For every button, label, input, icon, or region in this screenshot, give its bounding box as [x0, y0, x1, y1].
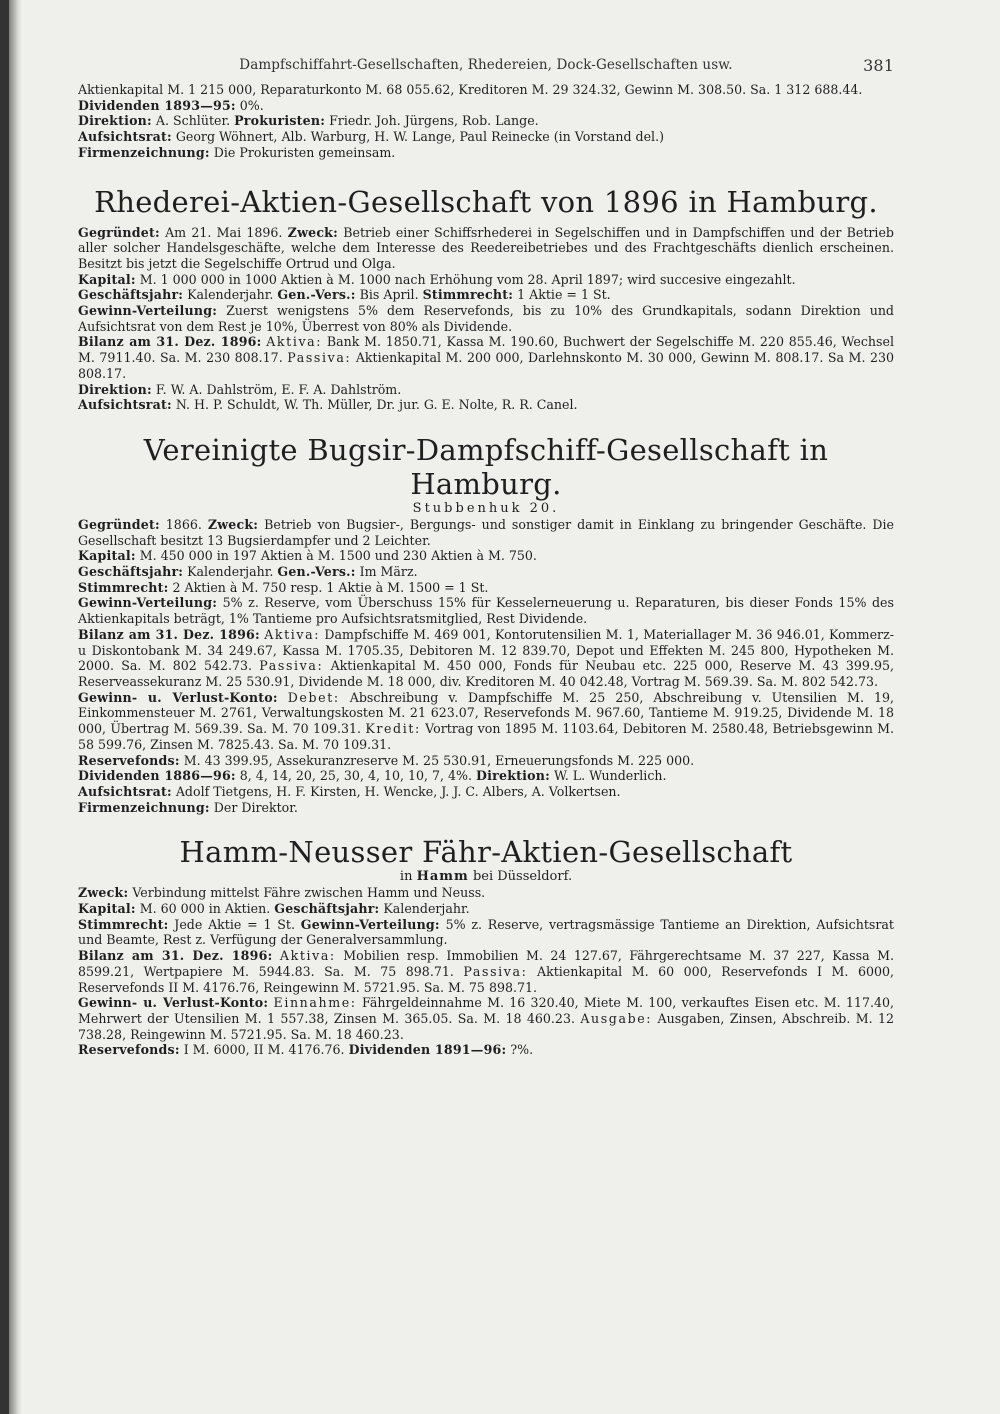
label: Gewinn-Verteilung:: [78, 303, 218, 319]
value: Ausgaben, Zinsen, Abschreib. M. 12 738.28, Reingewinn M. 5721.95. Sa. M. 18 460.23.: [78, 1010, 894, 1042]
value: W. L. Wunderlich.: [553, 768, 667, 784]
value: M. 450 000 in 197 Aktien à M. 1500 und 230 Aktien à M. 750.: [139, 548, 537, 564]
gewinn-verteilung: [78, 303, 894, 334]
value: 5% z. Reserve, vertragsmässige Tantieme an Direktion, Aufsichtsrat und Beamte, Rest z. Verfügung der Generalversammlung.: [78, 916, 894, 948]
value: Fährgeldeinnahme M. 16 320.40, Miete M. 100, verkauftes Eisen etc. M. 117.40, Mehrwert der Utensilien M. 1 557.38, Zinsen M. 365.05. Sa. M. 18 460.23.: [78, 995, 894, 1026]
label: Kapital:: [78, 271, 136, 287]
gewinn-verlust-konto: [78, 995, 894, 1042]
stimmrecht: [78, 580, 894, 596]
label: Geschäftsjahr:: [78, 287, 184, 303]
aktiva-label: Aktiva:: [279, 948, 336, 964]
label: Bilanz am 31. Dez. 1896:: [78, 948, 273, 964]
bilanz: [78, 334, 894, 381]
value: Zuerst wenigstens 5% dem Reservefonds, bis zu 10% des Grundkapitals, sodann Direktion und Aufsichtsrat von dem Rest je 10%, Überrest von 80% als Dividende.: [78, 303, 894, 334]
value: Dampfschiffe M. 469 001, Kontorutensilien M. 1, Materiallager M. 36 946.01, Kommerz- u Diskontobank M. 34 249.67, Kassa M. 1705.35, Debitoren M. 12 839.70, Depot und Effekten M. 245 800, Hypotheken M. 2000. Sa. M. 802 542.73.: [78, 626, 894, 674]
label: Aufsichtsrat:: [78, 783, 172, 799]
company-address: Stubbenhuk 20.: [412, 500, 560, 516]
label: Gegründet:: [78, 224, 160, 240]
value: N. H. P. Schuldt, W. Th. Müller, Dr. jur. G. E. Nolte, R. R. Canel.: [175, 397, 578, 413]
company-title: Vereinigte Bugsir-Dampfschiff-Gesellschaft in Hamburg.: [143, 432, 829, 501]
zweck: [78, 885, 894, 901]
aktiva-label: Aktiva:: [266, 334, 323, 350]
reservefonds: [78, 753, 894, 769]
label: Gen.-Vers.:: [277, 287, 356, 303]
label: Gewinn-Verteilung:: [300, 916, 440, 932]
company-entry-rhederei: [78, 185, 894, 413]
geschaeftsjahr: [78, 564, 894, 580]
aufsichtsrat: [78, 397, 894, 413]
value: Friedr. Joh. Jürgens, Rob. Lange.: [329, 113, 539, 129]
value: Bank M. 1850.71, Kassa M. 190.60, Buchwert der Segelschiffe M. 220 855.46, Wechsel M. 7911.40. Sa. M. 230 808.17.: [78, 334, 894, 366]
gegruendet-zweck: [78, 517, 894, 548]
value: Kalenderjahr.: [187, 564, 274, 580]
book-spine-edge: [0, 0, 9, 1414]
subtitle-pre: in: [399, 869, 413, 885]
company-entry-bugsir: [78, 433, 894, 815]
value: Bis April.: [359, 287, 419, 303]
running-header: [78, 58, 894, 82]
gewinn-verteilung: [78, 595, 894, 626]
value: Betrieb von Bugsier-, Bergungs- und sonstiger damit in Einklang zu bringender Geschäfte. Die Gesellschaft besitzt 13 Bugsierdampfer und 2 Leichter.: [78, 516, 894, 548]
debet-label: Debet:: [287, 689, 340, 705]
prev-direktion-line: [78, 113, 894, 129]
label: Zweck:: [78, 885, 129, 901]
label: Aufsichtsrat:: [78, 129, 172, 145]
value: Aktienkapital M. 200 000, Darlehnskonto M. 30 000, Gewinn M. 808.17. Sa M. 230 808.17.: [78, 350, 895, 381]
page-number: 381: [863, 56, 894, 75]
einnahme-label: Einnahme:: [273, 995, 357, 1011]
value: Aktienkapital M. 450 000, Fonds für Neubau etc. 225 000, Reserve M. 43 399.95, Reserveassekuranz M. 25 530.91, Dividende M. 18 000, div. Kreditoren M. 40 042.48, Vortrag M. 569.39. Sa. M. 802 542.73.: [78, 658, 894, 689]
value: A. Schlüter.: [155, 113, 231, 129]
label: Dividenden 1886—96:: [78, 768, 236, 784]
passiva-label: Passiva:: [259, 658, 324, 674]
document-page: [78, 58, 894, 1058]
label: Kapital:: [78, 901, 136, 917]
company-entry-hamm-neusser: [78, 835, 894, 1058]
label: Zweck:: [287, 224, 338, 240]
label: Stimmrecht:: [78, 579, 169, 595]
value: ?%.: [510, 1042, 534, 1058]
label: Geschäftsjahr:: [78, 564, 184, 580]
label: Direktion:: [476, 768, 550, 784]
label: Reservefonds:: [78, 752, 180, 768]
value: Aktienkapital M. 60 000, Reservefonds I M. 6000, Reservefonds II M. 4176.76, Reingewinn M. 5721.95. Sa. M. 75 898.71.: [78, 963, 894, 995]
value: M. 43 399.95, Assekuranzreserve M. 25 530.91, Erneuerungsfonds M. 225 000.: [183, 752, 695, 768]
value: Betrieb einer Schiffsrhederei in Segelschiffen und in Dampfschiffen und der Betrieb aller solcher Handelsgeschäfte, welche dem Interesse des Reedereibetriebes und des Frachtgeschäfts dienlich erscheinen. Besitzt bis jetzt die Segelschiffe Ortrud und Olga.: [78, 224, 894, 271]
value: 1 Aktie = 1 St.: [517, 287, 611, 303]
value: Kalenderjahr.: [187, 287, 274, 303]
kredit-label: Kredit:: [365, 721, 421, 737]
previous-entry: [78, 82, 894, 161]
label: Zweck:: [207, 516, 259, 532]
gegruendet-zweck: [78, 225, 894, 272]
label: Gegründet:: [78, 516, 160, 532]
value: Abschreibung v. Dampfschiffe M. 25 250, Abschreibung v. Utensilien M. 19, Einkommensteuer M. 2761, Verwaltungskosten M. 21 623.07, Reservefonds M. 967.60, Tantieme M. 919.25, Dividende M. 18 000, Übertrag M. 569.39. Sa. M. 70 109.31.: [78, 689, 894, 737]
label: Stimmrecht:: [422, 287, 514, 303]
label: Kapital:: [78, 548, 136, 564]
value: Kalenderjahr.: [383, 901, 470, 917]
value: 5% z. Reserve, vom Überschuss 15% für Kesselerneuerung u. Reparaturen, bis dieser Fonds 15% des Aktienkapitals beträgt, 1% Tantieme pro Aufsichtsratsmitglied, Rest Dividende.: [78, 595, 894, 627]
value: M. 1 000 000 in 1000 Aktien à M. 1000 nach Erhöhung vom 28. April 1897; wird succesive eingezahlt.: [139, 271, 796, 287]
value: Der Direktor.: [213, 799, 298, 815]
ausgabe-label: Ausgabe:: [580, 1010, 653, 1026]
value: Im März.: [359, 564, 418, 580]
label: Stimmrecht:: [78, 916, 169, 932]
direktion: [78, 382, 894, 398]
value: Mobilien resp. Immobilien M. 24 127.67, Fährgerechtsame M. 37 227, Kassa M. 8599.21, Wertpapiere M. 5944.83. Sa. M. 75 898.71.: [78, 948, 894, 979]
bilanz: [78, 627, 894, 690]
label: Aufsichtsrat:: [78, 397, 172, 413]
value: 8, 4, 14, 20, 25, 30, 4, 10, 10, 7, 4%.: [239, 768, 473, 784]
subtitle-post: bei Düsseldorf.: [472, 869, 573, 885]
label: Reservefonds:: [78, 1042, 180, 1058]
prev-balance-text: Aktienkapital M. 1 215 000, Reparaturkonto M. 68 055.62, Kreditoren M. 29 324.32, Gewinn M. 308.50. Sa. 1 312 688.44.: [78, 82, 863, 97]
label: Direktion:: [78, 381, 152, 397]
label: Prokuristen:: [234, 113, 326, 129]
company-title: Hamm-Neusser Fähr-Aktien-Gesellschaft: [179, 835, 793, 870]
value: F. W. A. Dahlström, E. F. A. Dahlström.: [155, 381, 402, 397]
value: Vortrag von 1895 M. 1103.64, Debitoren M. 2580.48, Betriebsgewinn M. 58 599.76, Zinsen M. 7825.43. Sa. M. 70 109.31.: [78, 721, 894, 752]
kapital: [78, 272, 894, 288]
company-location: [78, 869, 894, 885]
label: Dividenden 1893—95:: [78, 97, 236, 113]
prev-dividenden-line: [78, 98, 894, 114]
label: Gen.-Vers.:: [277, 564, 356, 580]
passiva-label: Passiva:: [463, 963, 528, 979]
company-title: Rhederei-Aktien-Gesellschaft von 1896 in Hamburg.: [94, 184, 878, 219]
label: Geschäftsjahr:: [274, 901, 380, 917]
value: Adolf Tietgens, H. F. Kirsten, H. Wencke, J. J. C. Albers, A. Volkertsen.: [175, 783, 621, 799]
value: Georg Wöhnert, Alb. Warburg, H. W. Lange, Paul Reinecke (in Vorstand del.): [175, 129, 664, 145]
reservefonds-dividenden: [78, 1042, 894, 1058]
value: 0%.: [239, 97, 264, 113]
value: Die Prokuristen gemeinsam.: [213, 144, 396, 160]
label: Gewinn- u. Verlust-Konto:: [78, 995, 269, 1011]
passiva-label: Passiva:: [287, 350, 352, 366]
value: M. 60 000 in Aktien.: [139, 901, 271, 917]
label: Gewinn- u. Verlust-Konto:: [78, 689, 278, 705]
label: Gewinn-Verteilung:: [78, 595, 218, 611]
label: Firmenzeichnung:: [78, 144, 210, 160]
label: Dividenden 1891—96:: [348, 1042, 507, 1058]
kapital: [78, 548, 894, 564]
label: Firmenzeichnung:: [78, 799, 210, 815]
subtitle-city: Hamm: [416, 869, 469, 885]
gewinn-verlust-konto: [78, 690, 894, 753]
value: 2 Aktien à M. 750 resp. 1 Aktie à M. 1500 = 1 St.: [172, 579, 489, 595]
stimmrecht-gewinn: [78, 917, 894, 948]
value: I M. 6000, II M. 4176.76.: [183, 1042, 345, 1058]
value: 1866.: [165, 516, 202, 532]
geschaeftsjahr: [78, 287, 894, 303]
running-title: Dampfschiffahrt-Gesellschaften, Rhedereien, Dock-Gesellschaften usw.: [239, 57, 733, 73]
prev-firmenzeichnung-line: [78, 145, 894, 161]
value: Am 21. Mai 1896.: [165, 224, 283, 240]
value: Jede Aktie = 1 St.: [174, 916, 295, 932]
dividenden-direktion: [78, 768, 894, 784]
bilanz: [78, 948, 894, 995]
label: Bilanz am 31. Dez. 1896:: [78, 334, 262, 350]
aktiva-label: Aktiva:: [264, 626, 321, 642]
firmenzeichnung: [78, 800, 894, 816]
prev-aufsichtsrat-line: [78, 129, 894, 145]
aufsichtsrat: [78, 784, 894, 800]
kapital: [78, 901, 894, 917]
label: Direktion:: [78, 113, 152, 129]
value: Verbindung mittelst Fähre zwischen Hamm und Neuss.: [132, 885, 486, 901]
label: Bilanz am 31. Dez. 1896:: [78, 626, 260, 642]
